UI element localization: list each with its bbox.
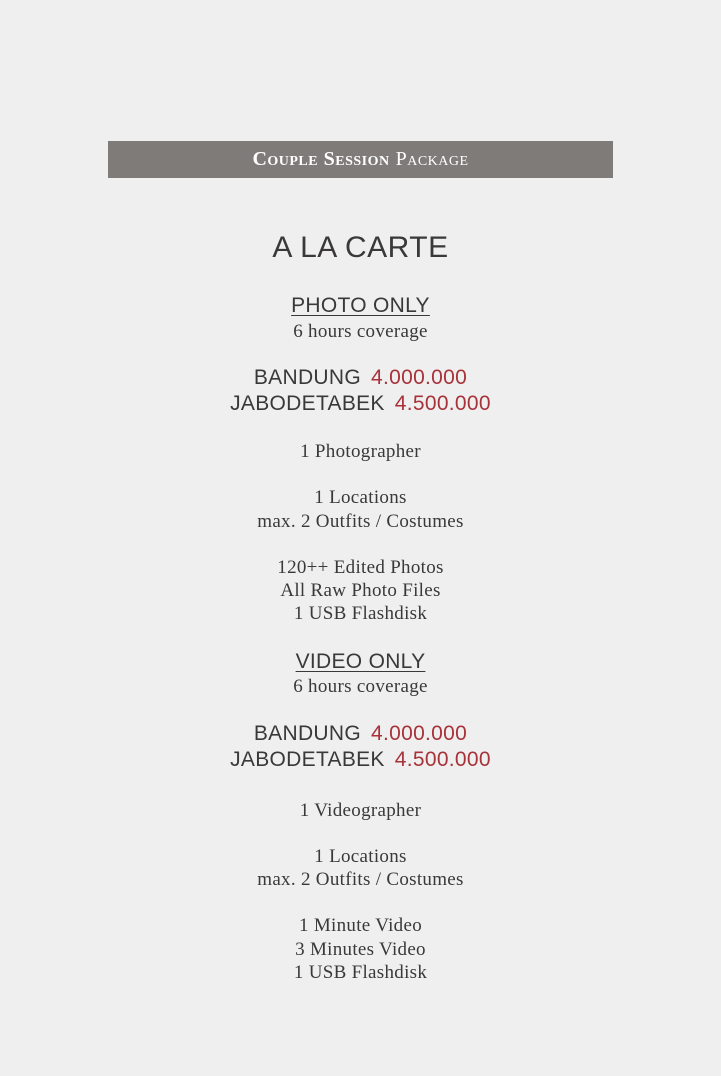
video-price-city: BANDUNG [253, 722, 361, 745]
video-price-city: JABODETABEK [230, 748, 385, 771]
video-price-row-bandung [0, 721, 721, 747]
video-locations: 1 Locations [314, 846, 407, 867]
video-price-value: 4.000.000 [371, 722, 468, 745]
video-deliverable: 3 Minutes Video [295, 939, 426, 960]
video-deliverable: 1 Minute Video [298, 915, 423, 936]
video-outfits: max. 2 Outfits / Costumes [257, 869, 464, 890]
photo-deliverable: 1 USB Flashdisk [293, 603, 428, 624]
video-coverage: 6 hours coverage [293, 676, 428, 697]
video-deliverable: 1 USB Flashdisk [293, 962, 428, 983]
photo-outfits: max. 2 Outfits / Costumes [257, 511, 464, 532]
photo-price-value: 4.000.000 [371, 366, 468, 389]
photo-price-row-jabodetabek [0, 391, 721, 417]
banner-bold-text: Couple Session [252, 148, 390, 170]
photo-price-row-bandung [0, 365, 721, 391]
photo-price-value: 4.500.000 [394, 392, 491, 415]
photo-locations: 1 Locations [314, 487, 407, 508]
video-price-row-jabodetabek [0, 747, 721, 773]
video-section-heading: VIDEO ONLY [295, 650, 426, 673]
photo-price-city: JABODETABEK [230, 392, 385, 415]
photo-deliverable: 120++ Edited Photos [277, 557, 444, 578]
package-banner [108, 141, 613, 178]
video-crew: 1 Videographer [299, 800, 422, 821]
page-title: A LA CARTE [272, 231, 449, 264]
video-price-value: 4.500.000 [394, 748, 491, 771]
photo-section-heading: PHOTO ONLY [291, 294, 430, 317]
banner-light-text: Package [395, 148, 469, 170]
photo-crew: 1 Photographer [300, 441, 421, 462]
photo-coverage: 6 hours coverage [293, 321, 428, 342]
photo-deliverable: All Raw Photo Files [280, 580, 441, 601]
photo-price-city: BANDUNG [253, 366, 361, 389]
